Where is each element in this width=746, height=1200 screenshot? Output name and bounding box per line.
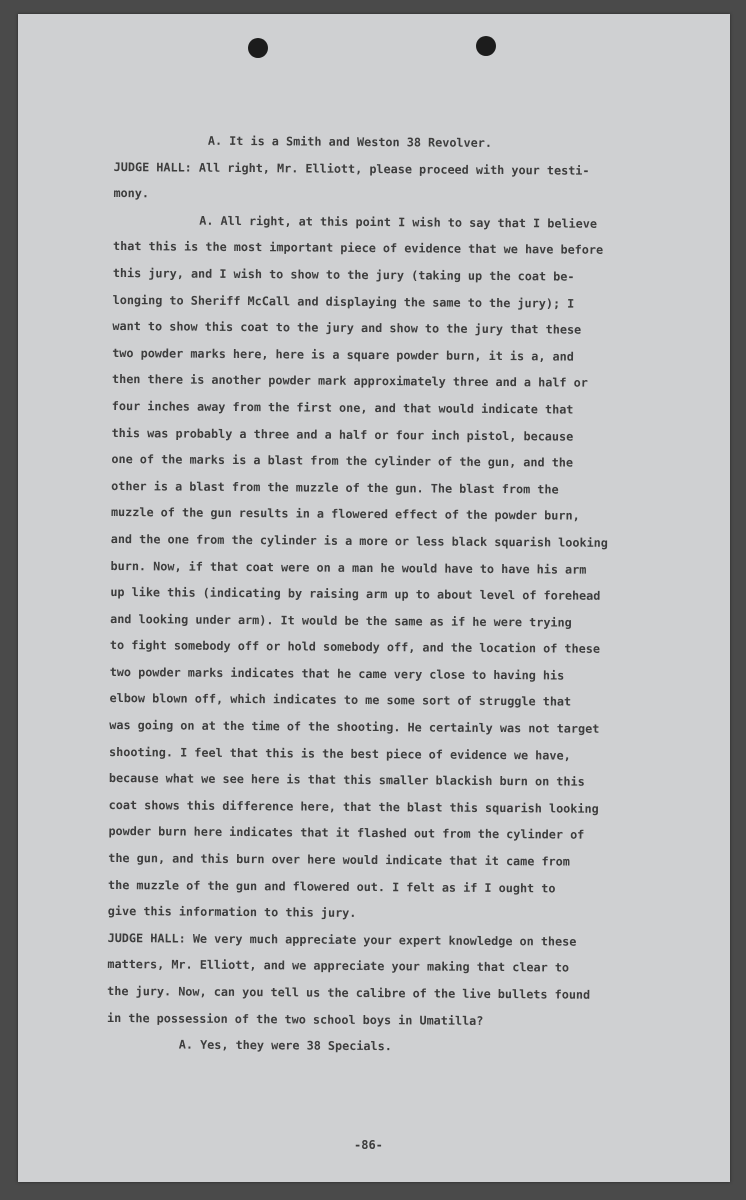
text-line: that this is the most important piece of evidence that we have before	[113, 239, 604, 258]
text-line: and looking under arm). It would be the same as if he were trying	[110, 611, 572, 630]
text-line: A. Yes, they were 38 Specials.	[178, 1037, 392, 1054]
text-line: give this information to this jury.	[107, 904, 357, 921]
document-page	[18, 14, 730, 1182]
text-line: muzzle of the gun results in a flowered effect of the powder burn,	[110, 505, 580, 523]
text-line: mony.	[113, 186, 150, 201]
text-line: burn. Now, if that coat were on a man he would have to have his arm	[110, 558, 587, 577]
text-line: and the one from the cylinder is a more or less black squarish looking	[110, 531, 608, 550]
text-line: longing to Sheriff McCall and displaying the same to the jury); I	[112, 292, 575, 311]
page-number: -86-	[354, 1138, 383, 1152]
text-line: matters, Mr. Elliott, and we appreciate your making that clear to	[107, 957, 570, 976]
text-line: then there is another powder mark approximately three and a half or	[111, 372, 588, 391]
text-line: the gun, and this burn over here would indicate that it came from	[108, 851, 570, 869]
transcript-text	[107, 127, 704, 1062]
text-line: other is a blast from the muzzle of the gun. The blast from the	[111, 478, 559, 497]
text-line: up like this (indicating by raising arm up to about level of forehead	[110, 585, 601, 603]
text-line: this jury, and I wish to show to the jury (taking up the coat be-	[112, 265, 575, 284]
text-line: this was probably a three and a half or four inch pistol, because	[111, 425, 574, 444]
text-line: elbow blown off, which indicates to me some sort of struggle that	[109, 691, 572, 710]
text-line: JUDGE HALL: All right, Mr. Elliott, please proceed with your testi-	[113, 159, 590, 178]
text-line: in the possession of the two school boys in Umatilla?	[106, 1010, 484, 1028]
text-line: want to show this coat to the jury and show to the jury that these	[112, 319, 582, 337]
text-line: coat shows this difference here, that the blast this squarish looking	[108, 797, 599, 816]
text-line: the muzzle of the gun and flowered out. I felt as if I ought to	[107, 877, 556, 896]
text-line: the jury. Now, can you tell us the calibre of the live bullets found	[107, 983, 591, 1002]
text-line: to fight somebody off or hold somebody off, and the location of these	[109, 638, 601, 657]
punch-hole-left	[248, 38, 268, 58]
text-line: JUDGE HALL: We very much appreciate your expert knowledge on these	[107, 930, 577, 949]
text-line: shooting. I feel that this is the best piece of evidence we have,	[109, 744, 571, 763]
text-line: A. All right, at this point I wish to say that I believe	[199, 213, 598, 231]
text-line: was going on at the time of the shooting. He certainly was not target	[109, 718, 600, 736]
text-line: powder burn here indicates that it flashed out from the cylinder of	[108, 824, 585, 843]
text-line: four inches away from the first one, and that would indicate that	[111, 398, 574, 417]
text-line: because what we see here is that this smaller blackish burn on this	[108, 771, 585, 789]
punch-hole-right	[476, 36, 496, 56]
text-line: two powder marks here, here is a square powder burn, it is a, and	[112, 345, 574, 364]
text-line: A. It is a Smith and Weston 38 Revolver.	[207, 133, 493, 150]
text-line: two powder marks indicates that he came very close to having his	[109, 664, 565, 683]
text-line: one of the marks is a blast from the cylinder of the gun, and the	[111, 452, 574, 470]
